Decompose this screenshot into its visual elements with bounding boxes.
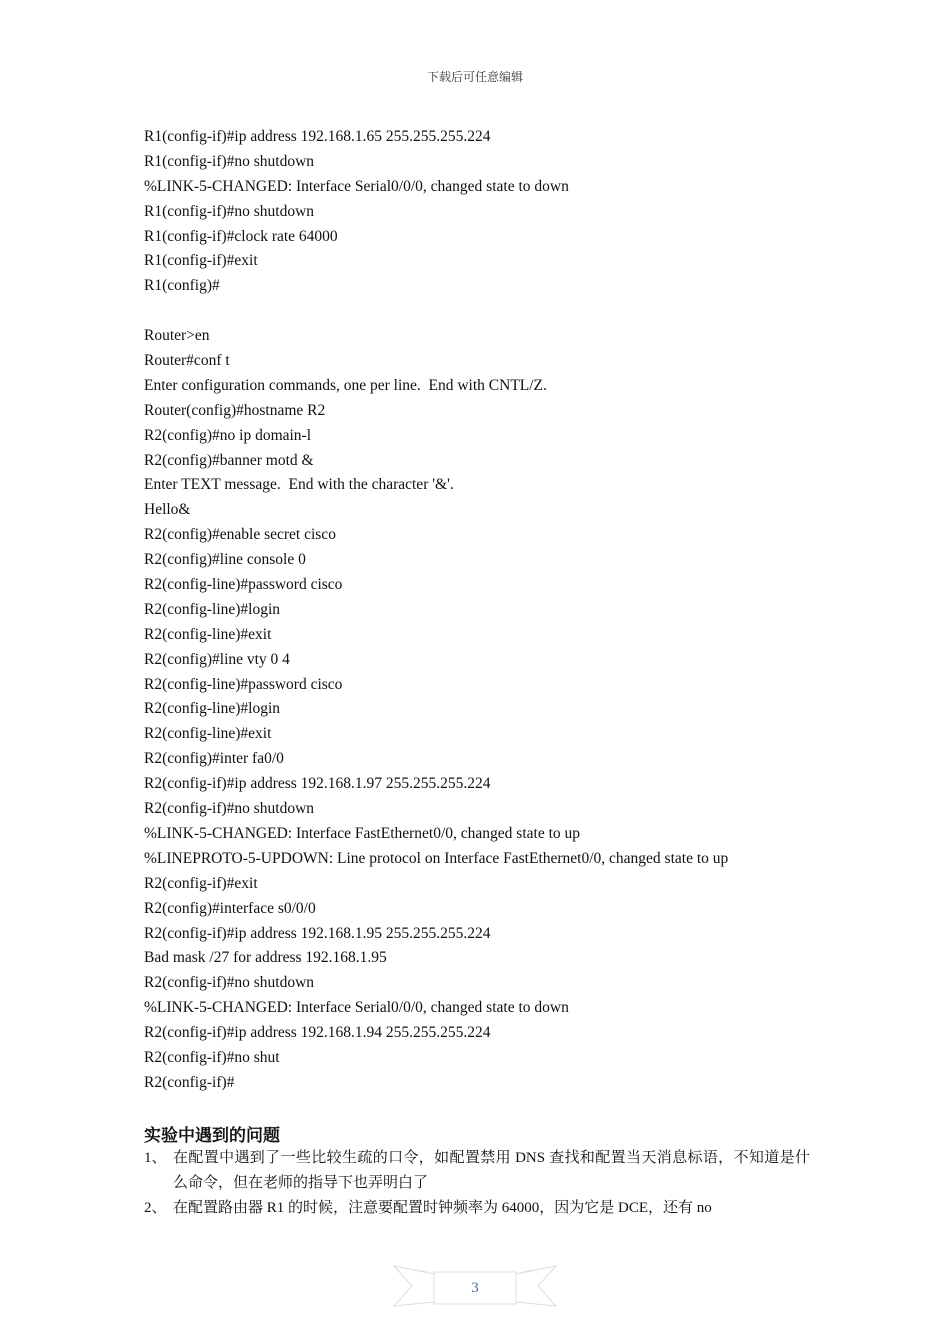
code-line: R1(config-if)#no shutdown [144, 202, 315, 220]
code-line: R2(config-if)#ip address 192.168.1.95 255.255.255.224 [144, 924, 491, 942]
code-line: R2(config-line)#password cisco [144, 675, 343, 693]
code-line: R2(config)#interface s0/0/0 [144, 899, 316, 917]
code-line: R2(config-line)#login [144, 600, 281, 618]
list-item-text: 在配置路由器 R1 的时候，注意要配置时钟频率为 64000，因为它是 DCE，还有 no [173, 1200, 712, 1216]
code-line: Hello& [144, 501, 191, 519]
code-line: R2(config)#banner motd & [144, 451, 314, 469]
code-line: R2(config-if)#no shutdown [144, 974, 315, 992]
code-line: R2(config-line)#password cisco [144, 576, 343, 594]
code-line: R2(config-if)#no shut [144, 1048, 280, 1066]
code-line [144, 299, 824, 324]
code-line: Router#conf t [144, 352, 230, 370]
page-footer [390, 1262, 560, 1312]
code-line: R2(config-if)#ip address 192.168.1.94 255.255.255.224 [144, 1024, 491, 1042]
code-line: R2(config-if)# [144, 1073, 235, 1091]
code-line: R1(config-if)#exit [144, 252, 258, 270]
code-line: Router>en [144, 327, 210, 345]
code-line: R1(config)# [144, 277, 220, 295]
code-line: R2(config-line)#exit [144, 725, 272, 743]
code-line: R2(config)#enable secret cisco [144, 526, 336, 544]
code-line: R2(config)#inter fa0/0 [144, 750, 284, 768]
code-line: R2(config-if)#no shutdown [144, 800, 315, 818]
code-line: %LINK-5-CHANGED: Interface FastEthernet0/0, changed state to up [144, 824, 581, 842]
code-line: R2(config)#line console 0 [144, 551, 306, 569]
issues-list [144, 1146, 810, 1221]
code-line: R2(config)#line vty 0 4 [144, 650, 290, 668]
list-item [144, 1196, 810, 1221]
list-item-text: 在配置中遇到了一些比较生疏的口令，如配置禁用 DNS 查找和配置当天消息标语，不知道是什么命令，但在老师的指导下也弄明白了 [173, 1150, 810, 1191]
code-line: Enter configuration commands, one per line. End with CNTL/Z. [144, 376, 547, 394]
page-header: 下载后可任意编辑 [426, 70, 523, 84]
code-line: %LINK-5-CHANGED: Interface Serial0/0/0, changed state to down [144, 999, 569, 1017]
code-line: Enter TEXT message. End with the character '&'. [144, 476, 454, 494]
code-line: R1(config-if)#clock rate 64000 [144, 227, 338, 245]
code-line: Bad mask /27 for address 192.168.1.95 [144, 949, 387, 967]
code-line: R2(config-line)#login [144, 700, 281, 718]
section-title: 实验中遇到的问题 [144, 1126, 280, 1146]
code-line: R1(config-if)#no shutdown [144, 152, 315, 170]
code-line: R2(config-line)#exit [144, 625, 272, 643]
list-item-number: 2、 [144, 1200, 167, 1216]
code-line: %LINK-5-CHANGED: Interface Serial0/0/0, changed state to down [144, 177, 569, 195]
code-line: %LINEPROTO-5-UPDOWN: Line protocol on Interface FastEthernet0/0, changed state to up [144, 849, 729, 867]
code-line: R2(config)#no ip domain-l [144, 426, 312, 444]
code-line: R1(config-if)#ip address 192.168.1.65 255.255.255.224 [144, 128, 491, 145]
list-item-number: 1、 [144, 1150, 167, 1166]
code-line: Router(config)#hostname R2 [144, 401, 326, 419]
cli-transcript [144, 125, 824, 1096]
page-number: 3 [471, 1280, 479, 1296]
code-line: R2(config-if)#exit [144, 874, 258, 892]
list-item [144, 1146, 810, 1196]
code-line: R2(config-if)#ip address 192.168.1.97 255.255.255.224 [144, 775, 491, 793]
